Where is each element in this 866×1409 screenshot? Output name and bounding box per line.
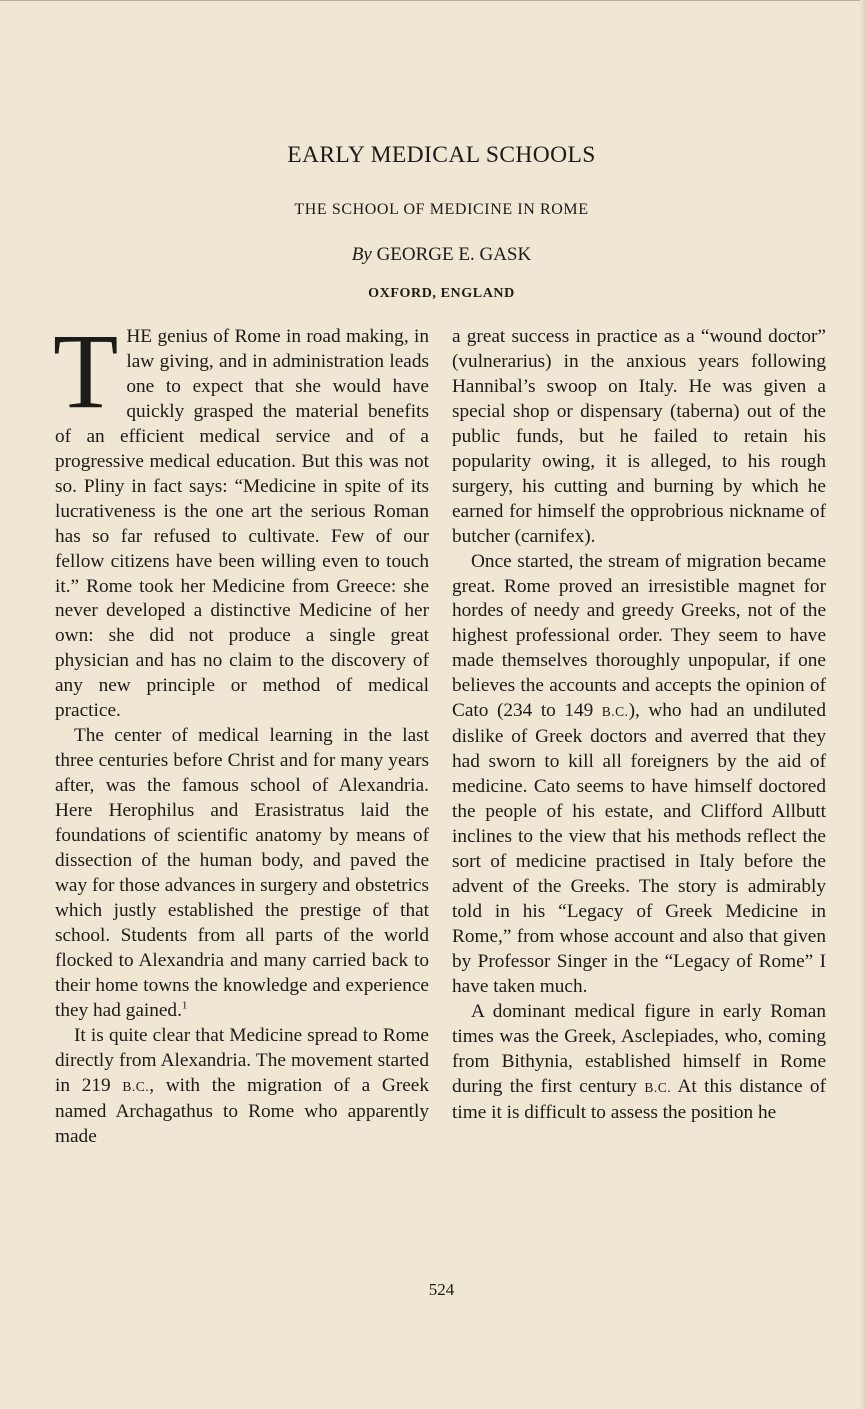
article-subtitle: THE SCHOOL OF MEDICINE IN ROME bbox=[294, 201, 589, 218]
paragraph-6 bbox=[452, 1000, 826, 1126]
byline-prefix: By bbox=[351, 244, 372, 265]
drop-cap: T bbox=[53, 313, 119, 431]
paragraph-5 bbox=[452, 550, 826, 1000]
byline bbox=[0, 244, 866, 266]
paragraph-1 bbox=[53, 313, 429, 724]
paragraph-3-text-b: , with the migration of a Greek named Archagathus to Rome who apparently made bbox=[55, 1074, 429, 1147]
paragraph-5-text-a: Once started, the stream of migration became great. Rome proved an irresistible magnet for hordes of needy and greedy Greeks, not of the highest professional order. They seem to have made themselves thoroughly unpopular, if one believes the accounts and accepts the opinion of Cato (234 to 149 bbox=[452, 550, 826, 722]
author-name: GEORGE E. GASK bbox=[376, 244, 532, 265]
left-column bbox=[53, 313, 429, 1149]
bc-abbrev: B.C. bbox=[122, 1078, 150, 1094]
right-column bbox=[452, 325, 826, 1126]
author-affiliation: OXFORD, ENGLAND bbox=[368, 286, 515, 301]
paragraph-6-text-b: At this distance of time it is difficult to assess the position he bbox=[452, 1075, 826, 1123]
bc-abbrev: B.C. bbox=[601, 704, 629, 720]
footnote-marker: 1 bbox=[181, 999, 188, 1012]
article-title: EARLY MEDICAL SCHOOLS bbox=[287, 142, 596, 168]
page-number: 524 bbox=[428, 1280, 455, 1299]
paragraph-5-text-b: ), who had an undiluted dislike of Greek doctors and averred that they had sworn to kill all foreigners by the aid of medicine. Cato seems to have himself doctored the people of his estate, and Clifford Allbutt inclines to the view that his methods reflect the sort of medicine practised in Italy before the advent of the Greeks. The story is admirably told in his “Legacy of Greek Medicine in Rome,” from whose account and also that given by Professor Singer in the “Legacy of Rome” I have taken much. bbox=[452, 700, 826, 997]
bc-abbrev: B.C. bbox=[644, 1079, 672, 1095]
paragraph-2 bbox=[55, 724, 429, 1023]
paragraph-6-text-a: A dominant medical figure in early Roman times was the Greek, Asclepiades, who, coming from Bithynia, established himself in Rome during the first century bbox=[452, 1000, 826, 1097]
paragraph-2-text: The center of medical learning in the last three centuries before Christ and for many years after, was the famous school of Alexandria. Here Herophilus and Erasistratus laid the foundations of scientific anatomy by means of dissection of the human body, and paved the way for those advances in surgery and obstetrics which justly established the prestige of that school. Students from all parts of the world flocked to Alexandria and many carried back to their home towns the knowledge and experience they had gained. bbox=[55, 725, 429, 1021]
paragraph-3 bbox=[55, 1024, 429, 1150]
paragraph-4: a great success in practice as a “wound doctor” (vulnerarius) in the anxious years following Hannibal’s swoop on Italy. He was given a special shop or dispensary (taberna) out of the public funds, but he failed to retain his popularity owing, it is alleged, to his rough surgery, his cutting and burning by which he earned for himself the opprobrious nickname of butcher (carnifex). bbox=[452, 326, 826, 547]
paragraph-3-text-a: It is quite clear that Medicine spread to Rome directly from Alexandria. The movement started in 219 bbox=[55, 1024, 429, 1096]
paragraph-1-text: HE genius of Rome in road making, in law giving, and in administration leads one to expect that she would have quickly grasped the material benefits of an efficient medical service and of a progressive medical education. But this was not so. Pliny in fact says: “Medicine in spite of its lucrativeness is the one art the serious Roman has so far refused to cultivate. Few of our fellow citizens have been willing even to touch it.” Rome took her Medicine from Greece: she never developed a distinctive Medicine of her own: she did not produce a single great physician and has no claim to the discovery of any new principle or method of medical practice. bbox=[55, 326, 429, 722]
page-top-edge bbox=[0, 0, 866, 1]
